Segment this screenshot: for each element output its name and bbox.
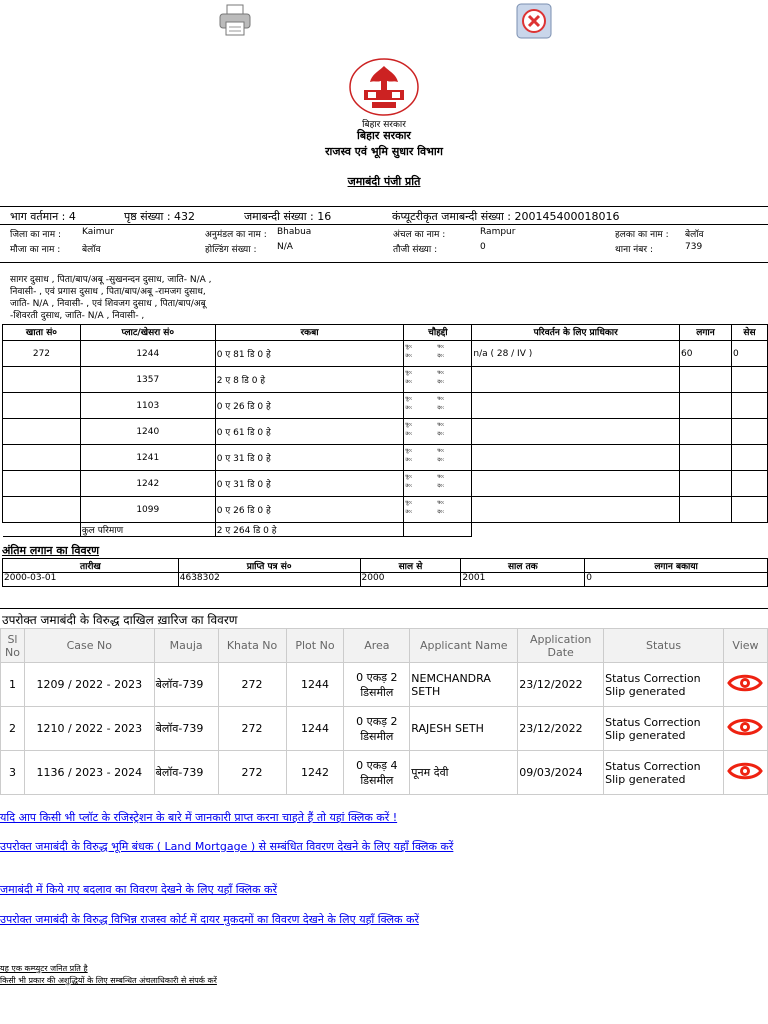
chauhaddi-direction: उ०:	[405, 431, 413, 437]
column-header: सेस	[731, 325, 767, 341]
plot-cell: 1242	[80, 471, 215, 497]
chauhaddi-direction: उ०:	[405, 405, 413, 411]
rakba-cell: 0 ए 26 डि 0 हे	[215, 393, 404, 419]
district-label: जिला का नाम :	[10, 230, 62, 240]
table-row	[3, 497, 768, 523]
column-header: परिवर्तन के लिए प्राधिकार	[472, 325, 680, 341]
lagan-cell	[680, 367, 732, 393]
halka-label: हलका का नाम :	[615, 230, 669, 240]
chauhaddi-labels	[405, 471, 470, 491]
column-header: रकबा	[215, 325, 404, 341]
owner-line: जाति- N/A , निवासी- , एवं शिवजग दुसाध , पिता/बाप/अबू	[10, 299, 206, 309]
chauhaddi-direction: उ०:	[405, 483, 413, 489]
owner-line: -शिवरती दुसाध, जाति- N/A , निवासी- ,	[10, 311, 145, 321]
mauja-value: बेलॉव	[82, 245, 101, 255]
tauji-label: तौजी संख्या :	[393, 245, 438, 255]
column-header: लगान बकाया	[585, 559, 768, 573]
table-row	[3, 419, 768, 445]
land-mortgage-link[interactable]: उपरोक्त जमाबंदी के विरुद्ध भूमि बंधक ( Land Mortgage ) से सम्बंधित विवरण देखने के लिए यहाँ क्लिक करें	[0, 840, 454, 853]
chauhaddi-labels	[405, 497, 470, 517]
table-row	[1, 751, 768, 795]
column-header: तारीख	[3, 559, 179, 573]
column-header: Mauja	[154, 629, 218, 663]
plot-no-cell: 1242	[286, 751, 344, 795]
print-button[interactable]	[216, 2, 254, 40]
holding-value: N/A	[277, 242, 293, 252]
chauhaddi-direction: पू०:	[405, 422, 413, 428]
chauhaddi-cell	[404, 367, 472, 393]
owner-line: निवासी- , एवं प्रगास दुसाध , पिता/बाप/अबू -रामजग दुसाध,	[10, 287, 206, 297]
view-case-button[interactable]	[727, 672, 763, 694]
eye-icon	[727, 760, 763, 782]
table-row	[3, 471, 768, 497]
chauhaddi-direction: प०:	[437, 370, 445, 376]
plot-cell: 1099	[80, 497, 215, 523]
chauhaddi-direction: द०:	[437, 457, 445, 463]
table-row	[3, 573, 768, 587]
computerized-jamabandi-label: कंप्यूटरीकृत जमाबन्दी संख्या : 200145400018016	[392, 210, 620, 223]
holding-label: होल्डिंग संख्या :	[205, 245, 257, 255]
chauhaddi-labels	[405, 367, 470, 387]
rakba-cell: 0 ए 61 डि 0 हे	[215, 419, 404, 445]
district-value: Kaimur	[82, 227, 114, 237]
authority-cell	[472, 393, 680, 419]
chauhaddi-labels	[405, 445, 470, 465]
mauja-cell: बेलॉव-739	[154, 663, 218, 707]
cess-cell: 0	[731, 341, 767, 367]
chauhaddi-direction: द०:	[437, 353, 445, 359]
chauhaddi-cell	[404, 497, 472, 523]
divider	[0, 608, 768, 609]
tauji-value: 0	[480, 242, 486, 252]
footer-note: किसी भी प्रकार की अशुद्धियों के लिए सम्बन्धित अंचलाधिकारी से संपर्क करें	[0, 976, 217, 985]
chauhaddi-direction: द०:	[437, 379, 445, 385]
table-row	[1, 663, 768, 707]
khata-cell	[3, 497, 81, 523]
chauhaddi-direction: प०:	[437, 422, 445, 428]
total-rakba: 2 ए 264 डि 0 हे	[215, 523, 404, 537]
view-cell	[723, 663, 767, 707]
column-header: प्राप्ति पत्र सं०	[178, 559, 360, 573]
bhag-label: भाग वर्तमान : 4	[10, 210, 76, 223]
table-row	[3, 393, 768, 419]
eye-icon	[727, 672, 763, 694]
close-button[interactable]	[515, 2, 553, 40]
rakba-cell: 2 ए 8 डि 0 हे	[215, 367, 404, 393]
chauhaddi-cell	[404, 471, 472, 497]
table-row	[1, 707, 768, 751]
applicant-name-cell: RAJESH SETH	[410, 707, 518, 751]
chauhaddi-direction: द०:	[437, 509, 445, 515]
mutation-cases-table	[0, 628, 768, 795]
divider	[0, 206, 768, 207]
column-header: Application Date	[518, 629, 604, 663]
lagan-cell	[680, 497, 732, 523]
chauhaddi-direction: पू०:	[405, 448, 413, 454]
printer-icon	[216, 2, 254, 40]
chauhaddi-cell	[404, 393, 472, 419]
column-header: प्लाट/खेसरा सं०	[80, 325, 215, 341]
cess-cell	[731, 471, 767, 497]
lagan-cell: 60	[680, 341, 732, 367]
thana-value: 739	[685, 242, 703, 252]
chauhaddi-direction: प०:	[437, 474, 445, 480]
column-header: View	[723, 629, 767, 663]
table-header-row	[1, 629, 768, 663]
column-header: Status	[604, 629, 724, 663]
chauhaddi-direction: उ०:	[405, 509, 413, 515]
plot-cell: 1240	[80, 419, 215, 445]
mauja-label: मौजा का नाम :	[10, 245, 61, 255]
rakba-cell: 0 ए 31 डि 0 हे	[215, 445, 404, 471]
jamabandi-number-label: जमाबन्दी संख्या : 16	[244, 210, 332, 223]
lagan-year-from: 2000	[360, 573, 461, 587]
footer-note: यह एक कम्प्युटर जनित प्रति है	[0, 964, 88, 973]
rakba-cell: 0 ए 81 डि 0 हे	[215, 341, 404, 367]
plot-cell: 1241	[80, 445, 215, 471]
chauhaddi-cell	[404, 341, 472, 367]
khata-cell	[3, 471, 81, 497]
plot-cell: 1103	[80, 393, 215, 419]
chauhaddi-direction: प०:	[437, 396, 445, 402]
chauhaddi-labels	[405, 341, 470, 361]
lagan-cell	[680, 471, 732, 497]
case-no-cell: 1210 / 2022 - 2023	[24, 707, 154, 751]
eye-icon	[727, 716, 763, 738]
divider	[0, 262, 768, 263]
mauja-cell: बेलॉव-739	[154, 707, 218, 751]
applicant-name-cell: NEMCHANDRA SETH	[410, 663, 518, 707]
authority-cell	[472, 497, 680, 523]
khata-no-cell: 272	[218, 663, 286, 707]
table-row	[3, 445, 768, 471]
chauhaddi-direction: प०:	[437, 344, 445, 350]
view-cell	[723, 707, 767, 751]
plot-no-cell: 1244	[286, 707, 344, 751]
sl-no-cell: 2	[1, 707, 25, 751]
chauhaddi-direction: उ०:	[405, 457, 413, 463]
lagan-cell	[680, 445, 732, 471]
case-no-cell: 1136 / 2023 - 2024	[24, 751, 154, 795]
lagan-section-title: अंतिम लगान का विवरण	[2, 544, 100, 557]
application-date-cell: 23/12/2022	[518, 707, 604, 751]
close-icon	[515, 2, 553, 40]
column-header: Area	[344, 629, 410, 663]
chauhaddi-direction: उ०:	[405, 379, 413, 385]
case-no-cell: 1209 / 2022 - 2023	[24, 663, 154, 707]
status-cell: Status Correction Slip generated	[604, 707, 724, 751]
table-row	[3, 367, 768, 393]
cases-section-title: उपरोक्त जमाबंदी के विरुद्ध दाखिल ख़ारिज का विवरण	[2, 613, 238, 627]
lagan-due: 0	[585, 573, 768, 587]
subdivision-label: अनुमंडल का नाम :	[205, 230, 267, 240]
khata-cell	[3, 393, 81, 419]
chauhaddi-direction: द०:	[437, 405, 445, 411]
chauhaddi-direction: प०:	[437, 500, 445, 506]
chauhaddi-direction: द०:	[437, 431, 445, 437]
emblem-caption: बिहार सरकार	[362, 120, 406, 130]
applicant-name-cell: पूनम देवी	[410, 751, 518, 795]
total-label: कुल परिमाण	[80, 523, 215, 537]
column-header: Khata No	[218, 629, 286, 663]
plot-cell: 1357	[80, 367, 215, 393]
area-cell: 0 एकड़ 2 डिसमील	[344, 707, 410, 751]
chauhaddi-direction: पू०:	[405, 500, 413, 506]
rakba-cell: 0 ए 31 डि 0 हे	[215, 471, 404, 497]
table-header-row	[3, 325, 768, 341]
application-date-cell: 09/03/2024	[518, 751, 604, 795]
chauhaddi-labels	[405, 393, 470, 413]
khata-cell: 272	[3, 341, 81, 367]
cess-cell	[731, 367, 767, 393]
authority-cell: n/a ( 28 / IV )	[472, 341, 680, 367]
cess-cell	[731, 445, 767, 471]
khata-cell	[3, 445, 81, 471]
document-title: जमाबंदी पंजी प्रति	[347, 175, 421, 188]
column-header: Applicant Name	[410, 629, 518, 663]
khata-cell	[3, 367, 81, 393]
circle-value: Rampur	[480, 227, 516, 237]
area-cell: 0 एकड़ 2 डिसमील	[344, 663, 410, 707]
sl-no-cell: 3	[1, 751, 25, 795]
khata-cell	[3, 419, 81, 445]
table-header-row	[3, 559, 768, 573]
column-header: साल तक	[461, 559, 585, 573]
authority-cell	[472, 419, 680, 445]
chauhaddi-direction: पू०:	[405, 344, 413, 350]
authority-cell	[472, 471, 680, 497]
subdivision-value: Bhabua	[277, 227, 312, 237]
view-cell	[723, 751, 767, 795]
plot-no-cell: 1244	[286, 663, 344, 707]
authority-cell	[472, 445, 680, 471]
authority-cell	[472, 367, 680, 393]
view-case-button[interactable]	[727, 716, 763, 738]
column-header: Sl No	[1, 629, 25, 663]
chauhaddi-direction: प०:	[437, 448, 445, 454]
chauhaddi-cell	[404, 445, 472, 471]
chauhaddi-direction: उ०:	[405, 353, 413, 359]
emblem-icon	[348, 58, 420, 116]
owner-line: सागर दुसाध , पिता/बाप/अबू -सुखनन्दन दुसाध, जाति- N/A ,	[10, 275, 212, 285]
land-details-table	[2, 324, 768, 537]
application-date-cell: 23/12/2022	[518, 663, 604, 707]
sl-no-cell: 1	[1, 663, 25, 707]
column-header: Plot No	[286, 629, 344, 663]
divider	[0, 224, 768, 225]
chauhaddi-direction: पू०:	[405, 474, 413, 480]
table-row	[3, 341, 768, 367]
chauhaddi-direction: द०:	[437, 483, 445, 489]
area-cell: 0 एकड़ 4 डिसमील	[344, 751, 410, 795]
cess-cell	[731, 419, 767, 445]
lagan-table	[2, 558, 768, 587]
government-name: बिहार सरकार	[357, 129, 411, 142]
column-header: चौहद्दी	[404, 325, 472, 341]
registration-info-link[interactable]: यदि आप किसी भी प्लॉट के रजिस्ट्रेशन के बारे में जानकारी प्राप्त करना चाहते हैं तो यहां क्लिक करें !	[0, 811, 398, 824]
chauhaddi-direction: पू०:	[405, 370, 413, 376]
jamabandi-changes-link[interactable]: जमाबंदी में किये गए बदलाव का विवरण देखने के लिए यहाँ क्लिक करें	[0, 883, 277, 896]
lagan-cell	[680, 419, 732, 445]
department-name: राजस्व एवं भूमि सुधार विभाग	[325, 145, 443, 158]
column-header: खाता सं०	[3, 325, 81, 341]
circle-label: अंचल का नाम :	[393, 230, 446, 240]
column-header: लगान	[680, 325, 732, 341]
mauja-cell: बेलॉव-739	[154, 751, 218, 795]
chauhaddi-labels	[405, 419, 470, 439]
khata-no-cell: 272	[218, 751, 286, 795]
plot-cell: 1244	[80, 341, 215, 367]
total-row	[3, 523, 768, 537]
thana-label: थाना नंबर :	[615, 245, 653, 255]
status-cell: Status Correction Slip generated	[604, 663, 724, 707]
cess-cell	[731, 393, 767, 419]
chauhaddi-direction: पू०:	[405, 396, 413, 402]
bihar-emblem	[348, 58, 420, 116]
halka-value: बेलॉव	[685, 230, 704, 240]
column-header: Case No	[24, 629, 154, 663]
cess-cell	[731, 497, 767, 523]
rakba-cell: 0 ए 26 डि 0 हे	[215, 497, 404, 523]
lagan-date: 2000-03-01	[3, 573, 179, 587]
lagan-receipt: 4638302	[178, 573, 360, 587]
chauhaddi-cell	[404, 419, 472, 445]
lagan-year-to: 2001	[461, 573, 585, 587]
revenue-court-cases-link[interactable]: उपरोक्त जमाबंदी के विरुद्ध विभिन्न राजस्व कोर्ट में दायर मुकदमों का विवरण देखने के लिए यहाँ क्लिक करें	[0, 913, 419, 926]
page-number-label: पृष्ठ संख्या : 432	[124, 210, 196, 223]
column-header: साल से	[360, 559, 461, 573]
view-case-button[interactable]	[727, 760, 763, 782]
status-cell: Status Correction Slip generated	[604, 751, 724, 795]
khata-no-cell: 272	[218, 707, 286, 751]
lagan-cell	[680, 393, 732, 419]
